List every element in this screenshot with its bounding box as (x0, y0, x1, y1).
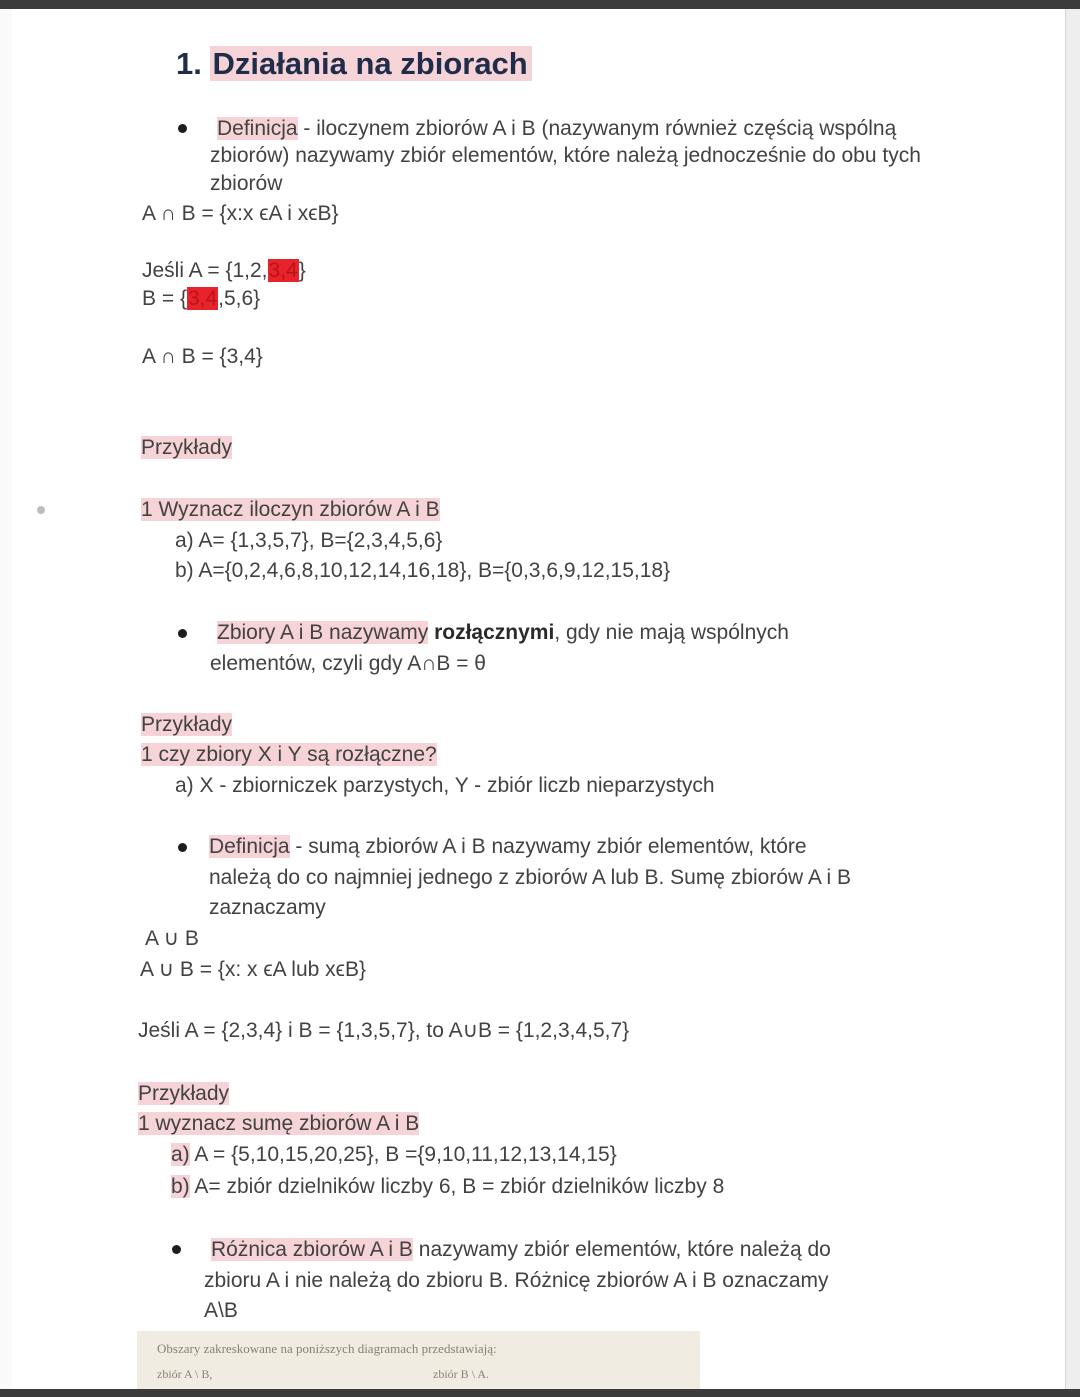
example2-task: 1 czy zbiory X i Y są rozłączne? (141, 743, 437, 766)
bullet-icon (178, 843, 187, 852)
example1-b: b) A={0,2,4,6,8,10,12,14,16,18}, B={0,3,6,9,12,15,18} (175, 559, 671, 582)
example2-a: a) X - zbiorniczek parzystych, Y - zbiór liczb nieparzystych (175, 774, 715, 797)
bullet-icon (178, 124, 187, 133)
top-edge-bar (0, 0, 1080, 9)
pasted-figure (137, 1331, 700, 1389)
union-definition-line1: Definicja - sumą zbiorów A i B nazywamy zbiór elementów, które (209, 835, 807, 858)
intersection-definition-line3: zbiorów (210, 172, 283, 195)
examples-heading-1: Przykłady (141, 436, 233, 459)
disjoint-definition-line1: Zbiory A i B nazywamy rozłącznymi, gdy nie mają wspólnych (217, 621, 789, 644)
intersection-example-b: B = {3,4,5,6} (142, 287, 261, 310)
intersection-definition-line2: zbiorów) nazywamy zbiór elementów, które należą jednocześnie do obu tych (210, 144, 921, 167)
right-margin (1065, 9, 1080, 1397)
margin-dot (37, 506, 45, 514)
disjoint-definition-line2: elementów, czyli gdy A∩B = θ (210, 652, 486, 675)
figure-label-b-minus-a: zbiór B \ A. (433, 1367, 489, 1381)
title-number: 1. (176, 46, 202, 81)
marked-common-elements: 3,4 (187, 287, 218, 310)
figure-caption: Obszary zakreskowane na poniższych diagramach przedstawiają: (157, 1341, 497, 1356)
bullet-icon (178, 629, 187, 638)
example1-a: a) A= {1,3,5,7}, B={2,3,4,5,6} (175, 529, 443, 552)
examples-heading-3: Przykłady (138, 1082, 230, 1105)
figure-label-a-minus-b: zbiór A \ B, (157, 1367, 213, 1381)
left-margin (0, 9, 12, 1397)
intersection-formula: A ∩ B = {x:x ϵA i xϵB} (142, 202, 339, 225)
union-example: Jeśli A = {2,3,4} i B = {1,3,5,7}, to A∪B = {1,2,3,4,5,7} (138, 1019, 630, 1042)
marked-common-elements: 3,4 (268, 259, 298, 282)
definition-term: Definicja (217, 117, 298, 140)
difference-definition-line1: Różnica zbiorów A i B nazywamy zbiór elementów, które należą do (211, 1238, 831, 1261)
difference-definition-line2: zbioru A i nie należą do zbioru B. Różnicę zbiorów A i B oznaczamy (204, 1269, 829, 1292)
title-text: Działania na zbiorach (210, 46, 531, 81)
definition-term: Definicja (209, 835, 290, 858)
difference-definition-line3: A\B (204, 1299, 238, 1322)
union-formula: A ∪ B = {x: x ϵA lub xϵB} (140, 958, 366, 981)
example3-a: a) A = {5,10,15,20,25}, B ={9,10,11,12,13,14,15} (171, 1143, 617, 1166)
intersection-result: A ∩ B = {3,4} (142, 345, 263, 368)
bullet-icon (172, 1245, 181, 1254)
example3-task: 1 wyznacz sumę zbiorów A i B (138, 1112, 420, 1135)
union-definition-line3: zaznaczamy (209, 896, 326, 919)
example3-b: b) A= zbiór dzielników liczby 6, B = zbiór dzielników liczby 8 (171, 1175, 725, 1198)
page-title (176, 44, 532, 84)
examples-heading-2: Przykłady (141, 713, 233, 736)
bottom-edge-bar (0, 1389, 1080, 1397)
example1-task: 1 Wyznacz iloczyn zbiorów A i B (141, 498, 440, 521)
union-symbol: A ∪ B (145, 927, 199, 950)
intersection-definition-line1: Definicja - iloczynem zbiorów A i B (nazywanym również częścią wspólną (217, 117, 897, 140)
union-definition-line2: należą do co najmniej jednego z zbiorów A lub B. Sumę zbiorów A i B (209, 866, 852, 889)
intersection-example-a: Jeśli A = {1,2,3,4} (142, 259, 306, 282)
